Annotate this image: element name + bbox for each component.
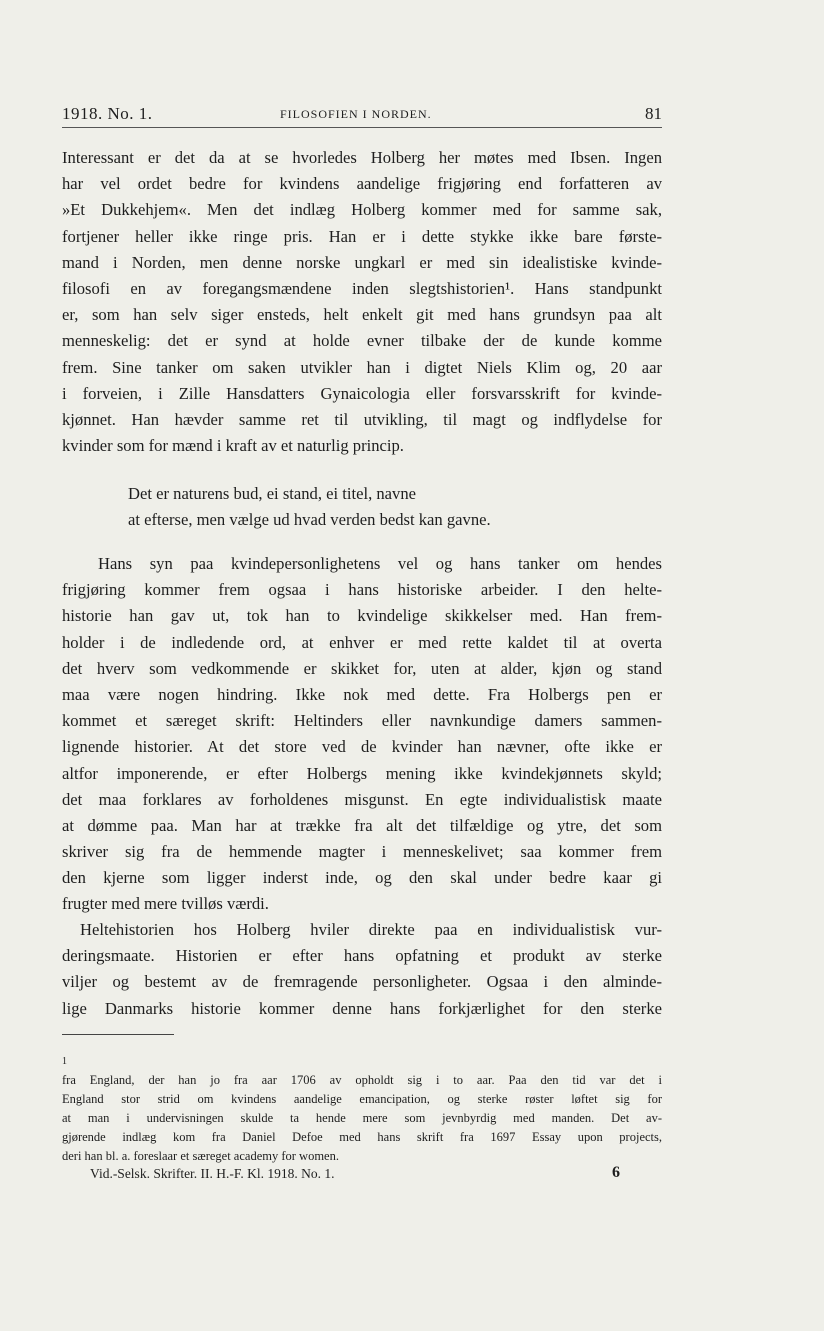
footnote-line: fra England, der han jo fra aar 1706 av opholdt sig i to aar. Paa den tid var det i [62, 1073, 662, 1087]
text-line: frigjøring kommer frem ogsaa i hans historiske arbeider. I den helte- [62, 580, 662, 600]
footnote [62, 1052, 662, 1166]
paragraph-3 [62, 917, 662, 1022]
footnote-line: gjørende indlæg kom fra Daniel Defoe med hans skrift fra 1697 Essay upon projects, [62, 1130, 662, 1144]
text-line: altfor imponerende, er efter Holbergs mening ikke kvindekjønnets skyld; [62, 763, 662, 783]
header-rule [62, 127, 662, 128]
footnote-line: deri han bl. a. foreslaar et særeget academy for women. [62, 1149, 339, 1163]
header-title: FILOSOFIEN I NORDEN. [280, 107, 432, 121]
signature-text: Vid.-Selsk. Skrifter. II. H.-F. Kl. 1918. No. 1. [90, 1166, 335, 1181]
footnote-marker: 1 [62, 1056, 67, 1067]
text-line: menneskelig: det er synd at holde evner tilbake der de kunde komme [62, 331, 662, 351]
text-line: skriver sig fra de hemmende magter i menneskelivet; saa kommer frem [62, 842, 662, 862]
text-line: kommet et særeget skrift: Heltinders eller navnkundige damers sammen- [62, 711, 662, 731]
header-volume: 1918. No. 1. [62, 104, 153, 123]
text-line: »Et Dukkehjem«. Men det indlæg Holberg kommer med for samme sak, [62, 200, 662, 220]
text-line: holder i de indledende ord, at enhver er med rette kaldet til at overta [62, 632, 662, 652]
verse-line: Det er naturens bud, ei stand, ei titel, navne [128, 484, 416, 503]
text-line: den kjerne som ligger inderst inde, og den skal under bedre kaar gi [62, 868, 662, 888]
text-line: Heltehistorien hos Holberg hviler direkte paa en individualistisk vur- [80, 920, 662, 939]
text-line: lignende historier. At det store ved de kvinder han nævner, ofte ikke er [62, 737, 662, 757]
text-line: i forveien, i Zille Hansdatters Gynaicologia eller forsvarsskrift for kvinde- [62, 383, 662, 403]
paragraph-2 [62, 551, 662, 918]
footnote-line: at man i undervisningen skulde ta hende mere som jevnbyrdig med manden. Det av- [62, 1111, 662, 1125]
text-line: deringsmaate. Historien er efter hans opfatning et produkt av sterke [62, 946, 662, 966]
verse-line: at efterse, men vælge ud hvad verden bedst kan gavne. [128, 510, 491, 530]
verse-quote [128, 481, 548, 533]
text-line: Hans syn paa kvindepersonlighetens vel og hans tanker om hendes [98, 554, 662, 573]
text-line: kvinder som for mænd i kraft av et naturlig princip. [62, 436, 404, 456]
text-line: viljer og bestemt av de fremragende personligheter. Ogsaa i den alminde- [62, 972, 662, 992]
text-line: lige Danmarks historie kommer denne hans forkjærlighet for den sterke [62, 998, 662, 1018]
paragraph-1 [62, 145, 662, 459]
footnote-rule [62, 1034, 174, 1035]
text-line: mand i Norden, men denne norske ungkarl er med sin idealistiske kvinde- [62, 252, 662, 272]
sheet-number: 6 [612, 1164, 620, 1181]
text-line: fortjener heller ikke ringe pris. Han er i dette stykke ikke bare første- [62, 226, 662, 246]
footnote-line: England stor strid om kvindens aandelige emancipation, og sterke røster løftet sig for [62, 1092, 662, 1106]
text-line: maa være nogen hindring. Ikke nok med dette. Fra Holbergs pen er [62, 684, 662, 704]
text-line: at dømme paa. Man har at trække fra alt det tilfældige og ytre, det som [62, 815, 662, 835]
text-line: det hverv som vedkommende er skikket for, uten at alder, kjøn og stand [62, 658, 662, 678]
page-number: 81 [645, 104, 662, 123]
text-line: filosofi en av foregangsmændene inden slegtshistorien¹. Hans standpunkt [62, 278, 662, 298]
text-line: er, som han selv siger ensteds, helt enkelt git med hans grundsyn paa alt [62, 305, 662, 325]
text-line: Interessant er det da at se hvorledes Holberg her møtes med Ibsen. Ingen [62, 148, 662, 167]
main-text [62, 145, 662, 459]
text-line: frugter med mere tvilløs værdi. [62, 894, 269, 914]
text-line: det maa forklares av forholdenes misgunst. En egte individualistisk maate [62, 789, 662, 809]
text-line: historie han gav ut, tok han to kvindelige skikkelser med. Han frem- [62, 606, 662, 626]
text-line: frem. Sine tanker om saken utvikler han i digtet Niels Klim og, 20 aar [62, 357, 662, 377]
running-header [62, 104, 662, 126]
text-line: kjønnet. Han hævder samme ret til utvikling, til magt og indflydelse for [62, 409, 662, 429]
footnote-line [62, 1052, 662, 1071]
text-line: har vel ordet bedre for kvindens aandelige frigjøring end forfatteren av [62, 174, 662, 194]
